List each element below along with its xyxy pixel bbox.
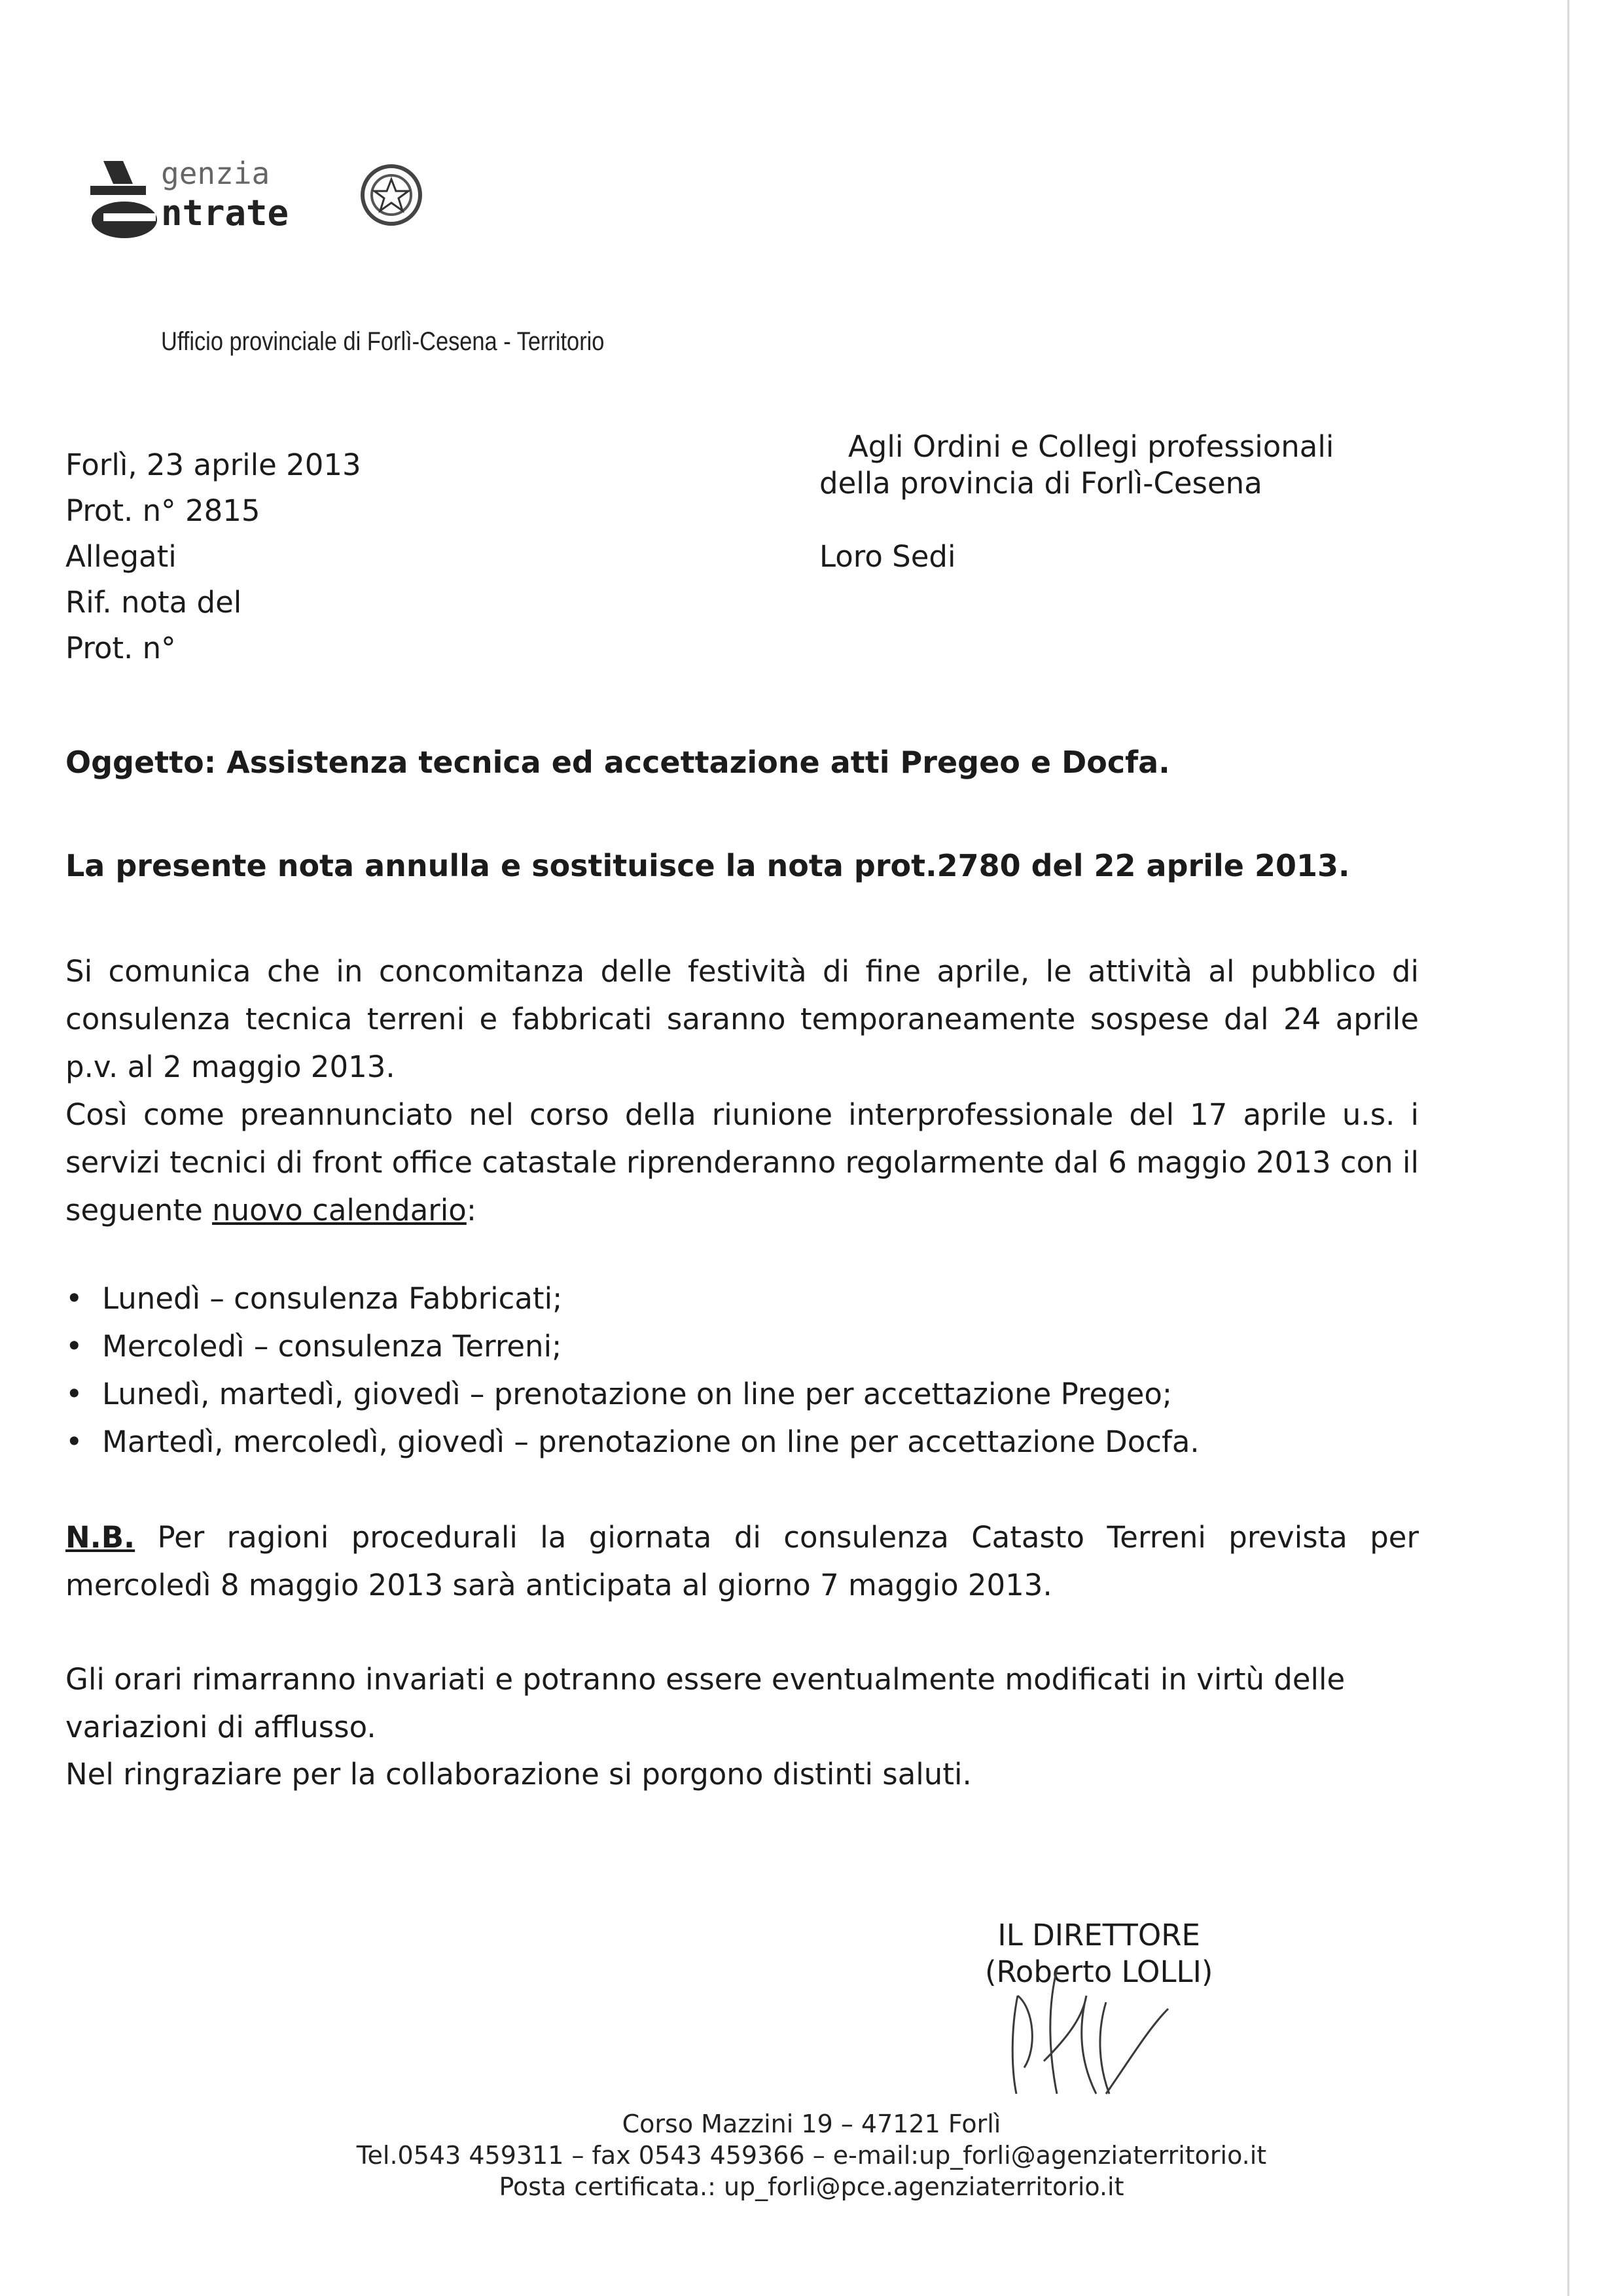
schedule-list bbox=[65, 1275, 1200, 1466]
scan-edge-line bbox=[1567, 0, 1569, 2296]
calendar-underlined: nuovo calendario bbox=[212, 1193, 467, 1227]
resumption-colon: : bbox=[466, 1193, 476, 1227]
signature-block bbox=[985, 1917, 1213, 1990]
place-date: Forlì, 23 aprile 2013 bbox=[65, 448, 361, 482]
nb-label: N.B. bbox=[65, 1520, 135, 1555]
paragraph-resumption bbox=[65, 1091, 1419, 1234]
letter-footer bbox=[0, 2108, 1623, 2202]
paragraph-closing: Nel ringraziare per la collaborazione si porgono distinti saluti. bbox=[65, 1757, 972, 1792]
logo-word-entrate: ntrate bbox=[161, 192, 289, 234]
logo-word-agenzia: genzia bbox=[161, 156, 270, 191]
agenzia-entrate-logo bbox=[84, 154, 431, 246]
reference-label: Rif. nota del bbox=[65, 585, 242, 620]
reference-protocol: Prot. n° bbox=[65, 631, 176, 665]
recipient-block bbox=[819, 429, 1334, 575]
resumption-text: Così come preannunciato nel corso della riunione interprofessionale del 17 aprile u.s. i servizi tecnici di front office catastale riprenderanno regolarmente dal 6 maggio 2013 con il seguente bbox=[65, 1097, 1419, 1227]
list-item: • Lunedì – consulenza Fabbricati; bbox=[65, 1275, 1200, 1322]
paragraph-hours: Gli orari rimarranno invariati e potranno essere eventualmente modificati in virtù delle variazioni di afflusso. bbox=[65, 1662, 1346, 1744]
footer-pec: Posta certificata.: up_forli@pce.agenziaterritorio.it bbox=[499, 2172, 1124, 2201]
signatory-title: IL DIRETTORE bbox=[997, 1918, 1200, 1952]
paragraph-suspension: Si comunica che in concomitanza delle festività di fine aprile, le attività al pubblico di consulenza tecnica terreni e fabbricati saranno temporaneamente sospese dal 24 aprile p.v. al 2 maggio 2013. bbox=[65, 954, 1419, 1084]
handwritten-signature bbox=[972, 1898, 1181, 2107]
protocol-number: Prot. n° 2815 bbox=[65, 493, 260, 528]
nb-text: Per ragioni procedurali la giornata di consulenza Catasto Terreni prevista per mercoledì 8 maggio 2013 sarà anticipata al giorno 7 maggio 2013. bbox=[65, 1520, 1419, 1602]
recipient-line-1: Agli Ordini e Collegi professionali bbox=[848, 429, 1334, 464]
list-item: • Martedì, mercoledì, giovedì – prenotazione on line per accettazione Docfa. bbox=[65, 1418, 1200, 1466]
office-name: Ufficio provinciale di Forlì-Cesena - Territorio bbox=[161, 327, 605, 356]
recipient-line-2: della provincia di Forlì-Cesena bbox=[819, 466, 1262, 501]
letter-meta bbox=[65, 442, 361, 671]
subject-line: Oggetto: Assistenza tecnica ed accettazione atti Pregeo e Docfa. bbox=[65, 745, 1170, 780]
attachments-label: Allegati bbox=[65, 539, 177, 574]
signatory-name: (Roberto LOLLI) bbox=[985, 1954, 1213, 1989]
footer-address: Corso Mazzini 19 – 47121 Forlì bbox=[622, 2110, 1001, 2138]
cancellation-note: La presente nota annulla e sostituisce la nota prot.2780 del 22 aprile 2013. bbox=[65, 848, 1350, 883]
nb-paragraph bbox=[65, 1513, 1419, 1609]
list-item: • Mercoledì – consulenza Terreni; bbox=[65, 1322, 1200, 1370]
recipient-line-3: Loro Sedi bbox=[819, 539, 956, 574]
footer-contacts: Tel.0543 459311 – fax 0543 459366 – e-mail:up_forli@agenziaterritorio.it bbox=[356, 2141, 1267, 2170]
list-item: • Lunedì, martedì, giovedì – prenotazione on line per accettazione Pregeo; bbox=[65, 1370, 1200, 1418]
